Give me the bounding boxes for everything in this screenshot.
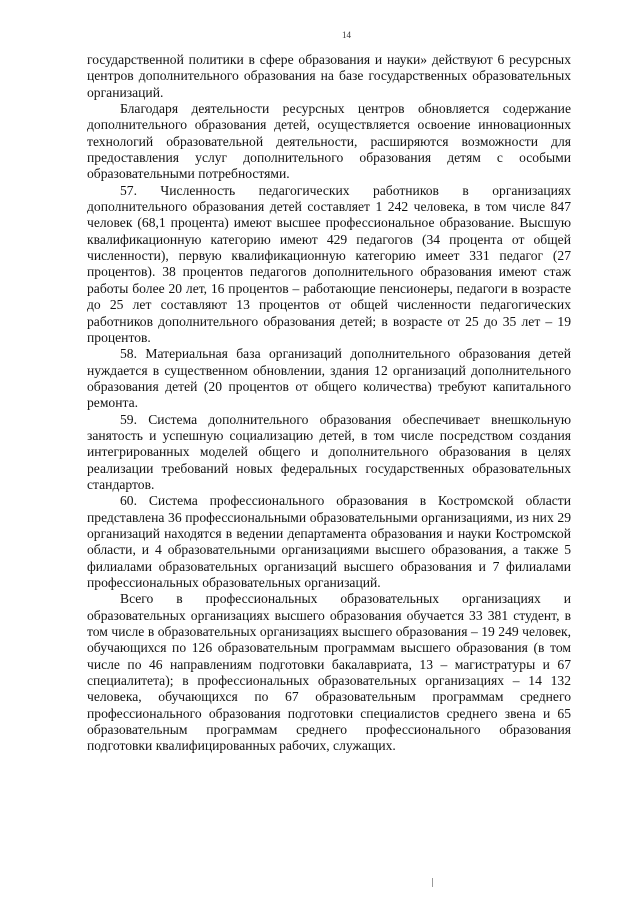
scan-mark — [432, 878, 433, 887]
paragraph-continuation: государственной политики в сфере образования и науки» действуют 6 ресурсных центров дополнительного образования на базе государственных образовательных организаций. — [87, 52, 571, 100]
document-body — [87, 52, 571, 755]
paragraph-58: 58. Материальная база организаций дополнительного образования детей нуждается в существенном обновлении, здания 12 организаций дополнительного образования детей (20 процентов от общего количества) требуют капитального ремонта. — [87, 346, 571, 411]
paragraph-60: 60. Система профессионального образования в Костромской области представлена 36 профессиональными образовательными организациями, из них 29 организаций находятся в ведении департамента образования и науки Костромской области, и 4 образовательными организациями высшего образования, а также 5 филиалами образовательных организаций высшего образования и 7 филиалами профессиональных образовательных организаций. — [87, 493, 571, 590]
page-number: 14 — [342, 30, 351, 40]
paragraph-57: 57. Численность педагогических работников в организациях дополнительного образования детей составляет 1 242 человека, в том числе 847 человек (68,1 процента) имеют высшее профессиональное образование. Высшую квалификационную категорию имеют 429 педагогов (34 процента от общей численности), первую квалификационную категорию имеет 331 педагог (27 процентов). 38 процентов педагогов дополнительного образования имеют стаж работы более 20 лет, 16 процентов – работающие пенсионеры, педагоги в возрасте до 25 лет составляют 13 процентов от общей численности педагогических работников дополнительного образования детей; в возрасте от 25 до 35 лет – 19 процентов. — [87, 182, 571, 345]
paragraph-59: 59. Система дополнительного образования обеспечивает внешкольную занятость и успешную социализацию детей, в том числе посредством создания интегрированных моделей общего и дополнительного образования в целях реализации требований новых федеральных государственных образовательных стандартов. — [87, 411, 571, 492]
paragraph-students-total: Всего в профессиональных образовательных организациях и образовательных организациях высшего образования обучается 33 381 студент, в том числе в образовательных организациях высшего образования – 19 249 человек, обучающихся по 126 образовательным программам высшего образования (в том числе по 46 направлениям подготовки бакалавриата, 13 – магистратуры и 67 специалитета); в профессиональных образовательных организациях – 14 132 человека, обучающихся по 67 образовательным программам среднего профессионального образования подготовки специалистов среднего звена и 65 образовательным программам среднего профессионального образования подготовки квалифицированных рабочих, служащих. — [87, 591, 571, 754]
paragraph-resource-centers: Благодаря деятельности ресурсных центров обновляется содержание дополнительного образования детей, осуществляется освоение инновационных технологий образовательной деятельности, расширяются возможности для предоставления услуг дополнительного образования детям с особыми образовательными потребностями. — [87, 101, 571, 182]
